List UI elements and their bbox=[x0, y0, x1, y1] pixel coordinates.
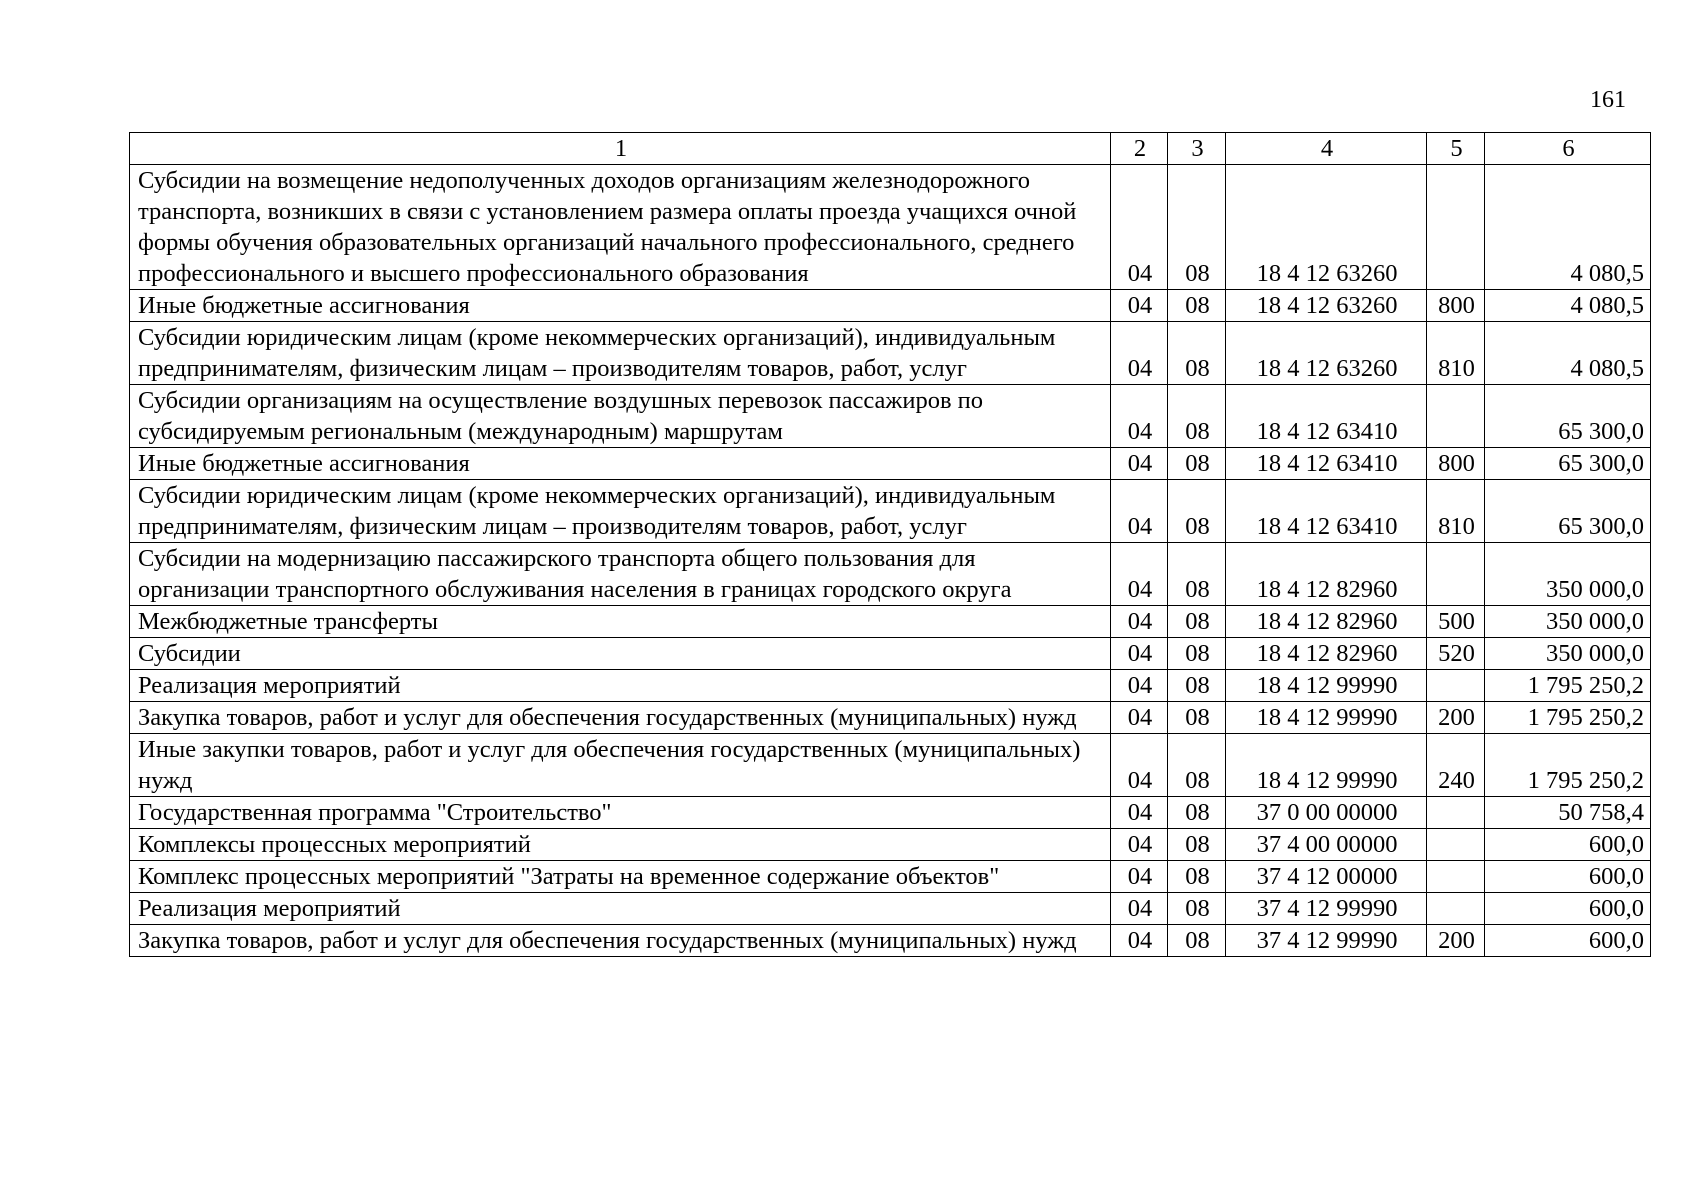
cell-section: 04 bbox=[1111, 165, 1168, 290]
table-body bbox=[130, 165, 1651, 957]
cell-section: 04 bbox=[1111, 290, 1168, 322]
cell-section: 04 bbox=[1111, 829, 1168, 861]
cell-section: 04 bbox=[1111, 702, 1168, 734]
cell-subsection: 08 bbox=[1168, 638, 1226, 670]
cell-amount: 600,0 bbox=[1485, 861, 1651, 893]
cell-expense-type: 520 bbox=[1427, 638, 1485, 670]
cell-expense-type: 800 bbox=[1427, 448, 1485, 480]
cell-subsection: 08 bbox=[1168, 606, 1226, 638]
cell-amount: 4 080,5 bbox=[1485, 290, 1651, 322]
cell-target-article: 18 4 12 63410 bbox=[1226, 448, 1427, 480]
cell-name: Государственная программа "Строительство" bbox=[130, 797, 1111, 829]
cell-name: Субсидии юридическим лицам (кроме некоммерческих организаций), индивидуальным предпринимателям, физическим лицам – производителям товаров, работ, услуг bbox=[130, 480, 1111, 543]
table-row bbox=[130, 165, 1651, 290]
cell-target-article: 18 4 12 82960 bbox=[1226, 606, 1427, 638]
cell-subsection: 08 bbox=[1168, 165, 1226, 290]
cell-target-article: 18 4 12 63410 bbox=[1226, 480, 1427, 543]
cell-target-article: 18 4 12 63410 bbox=[1226, 385, 1427, 448]
cell-amount: 1 795 250,2 bbox=[1485, 670, 1651, 702]
cell-target-article: 18 4 12 63260 bbox=[1226, 165, 1427, 290]
cell-expense-type: 240 bbox=[1427, 734, 1485, 797]
header-cell-section: 2 bbox=[1111, 133, 1168, 165]
header-cell-amount: 6 bbox=[1485, 133, 1651, 165]
table-row bbox=[130, 925, 1651, 957]
cell-subsection: 08 bbox=[1168, 385, 1226, 448]
cell-amount: 4 080,5 bbox=[1485, 322, 1651, 385]
cell-name: Иные бюджетные ассигнования bbox=[130, 290, 1111, 322]
cell-name: Межбюджетные трансферты bbox=[130, 606, 1111, 638]
cell-expense-type: 200 bbox=[1427, 702, 1485, 734]
header-cell-target-article: 4 bbox=[1226, 133, 1427, 165]
cell-amount: 1 795 250,2 bbox=[1485, 702, 1651, 734]
cell-subsection: 08 bbox=[1168, 670, 1226, 702]
page-number: 161 bbox=[1590, 87, 1626, 113]
cell-name: Закупка товаров, работ и услуг для обеспечения государственных (муниципальных) нужд bbox=[130, 925, 1111, 957]
cell-subsection: 08 bbox=[1168, 734, 1226, 797]
table-row bbox=[130, 702, 1651, 734]
cell-amount: 65 300,0 bbox=[1485, 385, 1651, 448]
cell-section: 04 bbox=[1111, 925, 1168, 957]
cell-subsection: 08 bbox=[1168, 702, 1226, 734]
cell-name: Комплексы процессных мероприятий bbox=[130, 829, 1111, 861]
header-cell-expense-type: 5 bbox=[1427, 133, 1485, 165]
cell-expense-type bbox=[1427, 670, 1485, 702]
cell-amount: 65 300,0 bbox=[1485, 480, 1651, 543]
table-row bbox=[130, 797, 1651, 829]
budget-table bbox=[129, 132, 1651, 957]
cell-target-article: 37 0 00 00000 bbox=[1226, 797, 1427, 829]
table-row bbox=[130, 861, 1651, 893]
cell-subsection: 08 bbox=[1168, 829, 1226, 861]
cell-section: 04 bbox=[1111, 861, 1168, 893]
cell-name: Иные закупки товаров, работ и услуг для обеспечения государственных (муниципальных) нужд bbox=[130, 734, 1111, 797]
cell-target-article: 18 4 12 82960 bbox=[1226, 638, 1427, 670]
header-cell-subsection: 3 bbox=[1168, 133, 1226, 165]
cell-target-article: 37 4 00 00000 bbox=[1226, 829, 1427, 861]
cell-expense-type: 500 bbox=[1427, 606, 1485, 638]
cell-name: Субсидии на возмещение недополученных доходов организациям железнодорожного транспорта, возникших в связи с установлением размера оплаты проезда учащихся очной формы обучения образовательных организаций начального профессионального, среднего профессионального и высшего профессионального образования bbox=[130, 165, 1111, 290]
table-row bbox=[130, 638, 1651, 670]
cell-target-article: 37 4 12 99990 bbox=[1226, 925, 1427, 957]
cell-section: 04 bbox=[1111, 543, 1168, 606]
table-row bbox=[130, 670, 1651, 702]
cell-subsection: 08 bbox=[1168, 861, 1226, 893]
cell-expense-type bbox=[1427, 543, 1485, 606]
cell-target-article: 18 4 12 63260 bbox=[1226, 322, 1427, 385]
table-row bbox=[130, 385, 1651, 448]
cell-section: 04 bbox=[1111, 385, 1168, 448]
cell-amount: 4 080,5 bbox=[1485, 165, 1651, 290]
table-row bbox=[130, 322, 1651, 385]
cell-section: 04 bbox=[1111, 797, 1168, 829]
cell-amount: 65 300,0 bbox=[1485, 448, 1651, 480]
cell-expense-type bbox=[1427, 861, 1485, 893]
cell-expense-type bbox=[1427, 385, 1485, 448]
table-row bbox=[130, 734, 1651, 797]
cell-expense-type: 200 bbox=[1427, 925, 1485, 957]
cell-expense-type bbox=[1427, 797, 1485, 829]
cell-target-article: 18 4 12 99990 bbox=[1226, 734, 1427, 797]
cell-target-article: 18 4 12 99990 bbox=[1226, 670, 1427, 702]
cell-name: Реализация мероприятий bbox=[130, 670, 1111, 702]
cell-subsection: 08 bbox=[1168, 543, 1226, 606]
cell-name: Реализация мероприятий bbox=[130, 893, 1111, 925]
cell-name: Субсидии bbox=[130, 638, 1111, 670]
cell-subsection: 08 bbox=[1168, 925, 1226, 957]
cell-name: Закупка товаров, работ и услуг для обеспечения государственных (муниципальных) нужд bbox=[130, 702, 1111, 734]
cell-expense-type: 800 bbox=[1427, 290, 1485, 322]
cell-expense-type: 810 bbox=[1427, 322, 1485, 385]
cell-subsection: 08 bbox=[1168, 893, 1226, 925]
cell-section: 04 bbox=[1111, 734, 1168, 797]
cell-subsection: 08 bbox=[1168, 290, 1226, 322]
cell-expense-type bbox=[1427, 165, 1485, 290]
table-row bbox=[130, 606, 1651, 638]
table-row bbox=[130, 480, 1651, 543]
cell-expense-type: 810 bbox=[1427, 480, 1485, 543]
cell-expense-type bbox=[1427, 893, 1485, 925]
cell-amount: 350 000,0 bbox=[1485, 543, 1651, 606]
cell-section: 04 bbox=[1111, 606, 1168, 638]
cell-target-article: 18 4 12 63260 bbox=[1226, 290, 1427, 322]
cell-amount: 600,0 bbox=[1485, 925, 1651, 957]
cell-target-article: 37 4 12 99990 bbox=[1226, 893, 1427, 925]
cell-section: 04 bbox=[1111, 480, 1168, 543]
table-row bbox=[130, 448, 1651, 480]
table-row bbox=[130, 829, 1651, 861]
table-row bbox=[130, 893, 1651, 925]
cell-section: 04 bbox=[1111, 670, 1168, 702]
cell-name: Субсидии юридическим лицам (кроме некоммерческих организаций), индивидуальным предпринимателям, физическим лицам – производителям товаров, работ, услуг bbox=[130, 322, 1111, 385]
cell-name: Субсидии организациям на осуществление воздушных перевозок пассажиров по субсидируемым региональным (международным) маршрутам bbox=[130, 385, 1111, 448]
table-row bbox=[130, 543, 1651, 606]
cell-section: 04 bbox=[1111, 448, 1168, 480]
cell-subsection: 08 bbox=[1168, 797, 1226, 829]
cell-amount: 350 000,0 bbox=[1485, 638, 1651, 670]
cell-target-article: 18 4 12 99990 bbox=[1226, 702, 1427, 734]
cell-amount: 350 000,0 bbox=[1485, 606, 1651, 638]
cell-amount: 600,0 bbox=[1485, 829, 1651, 861]
cell-section: 04 bbox=[1111, 322, 1168, 385]
cell-target-article: 18 4 12 82960 bbox=[1226, 543, 1427, 606]
cell-amount: 1 795 250,2 bbox=[1485, 734, 1651, 797]
cell-amount: 50 758,4 bbox=[1485, 797, 1651, 829]
cell-subsection: 08 bbox=[1168, 448, 1226, 480]
cell-expense-type bbox=[1427, 829, 1485, 861]
cell-section: 04 bbox=[1111, 893, 1168, 925]
cell-subsection: 08 bbox=[1168, 322, 1226, 385]
cell-name: Иные бюджетные ассигнования bbox=[130, 448, 1111, 480]
cell-target-article: 37 4 12 00000 bbox=[1226, 861, 1427, 893]
cell-amount: 600,0 bbox=[1485, 893, 1651, 925]
header-row bbox=[130, 133, 1651, 165]
cell-name: Субсидии на модернизацию пассажирского транспорта общего пользования для организации транспортного обслуживания населения в границах городского округа bbox=[130, 543, 1111, 606]
cell-name: Комплекс процессных мероприятий "Затраты на временное содержание объектов" bbox=[130, 861, 1111, 893]
cell-section: 04 bbox=[1111, 638, 1168, 670]
cell-subsection: 08 bbox=[1168, 480, 1226, 543]
header-cell-name: 1 bbox=[130, 133, 1111, 165]
table-row bbox=[130, 290, 1651, 322]
